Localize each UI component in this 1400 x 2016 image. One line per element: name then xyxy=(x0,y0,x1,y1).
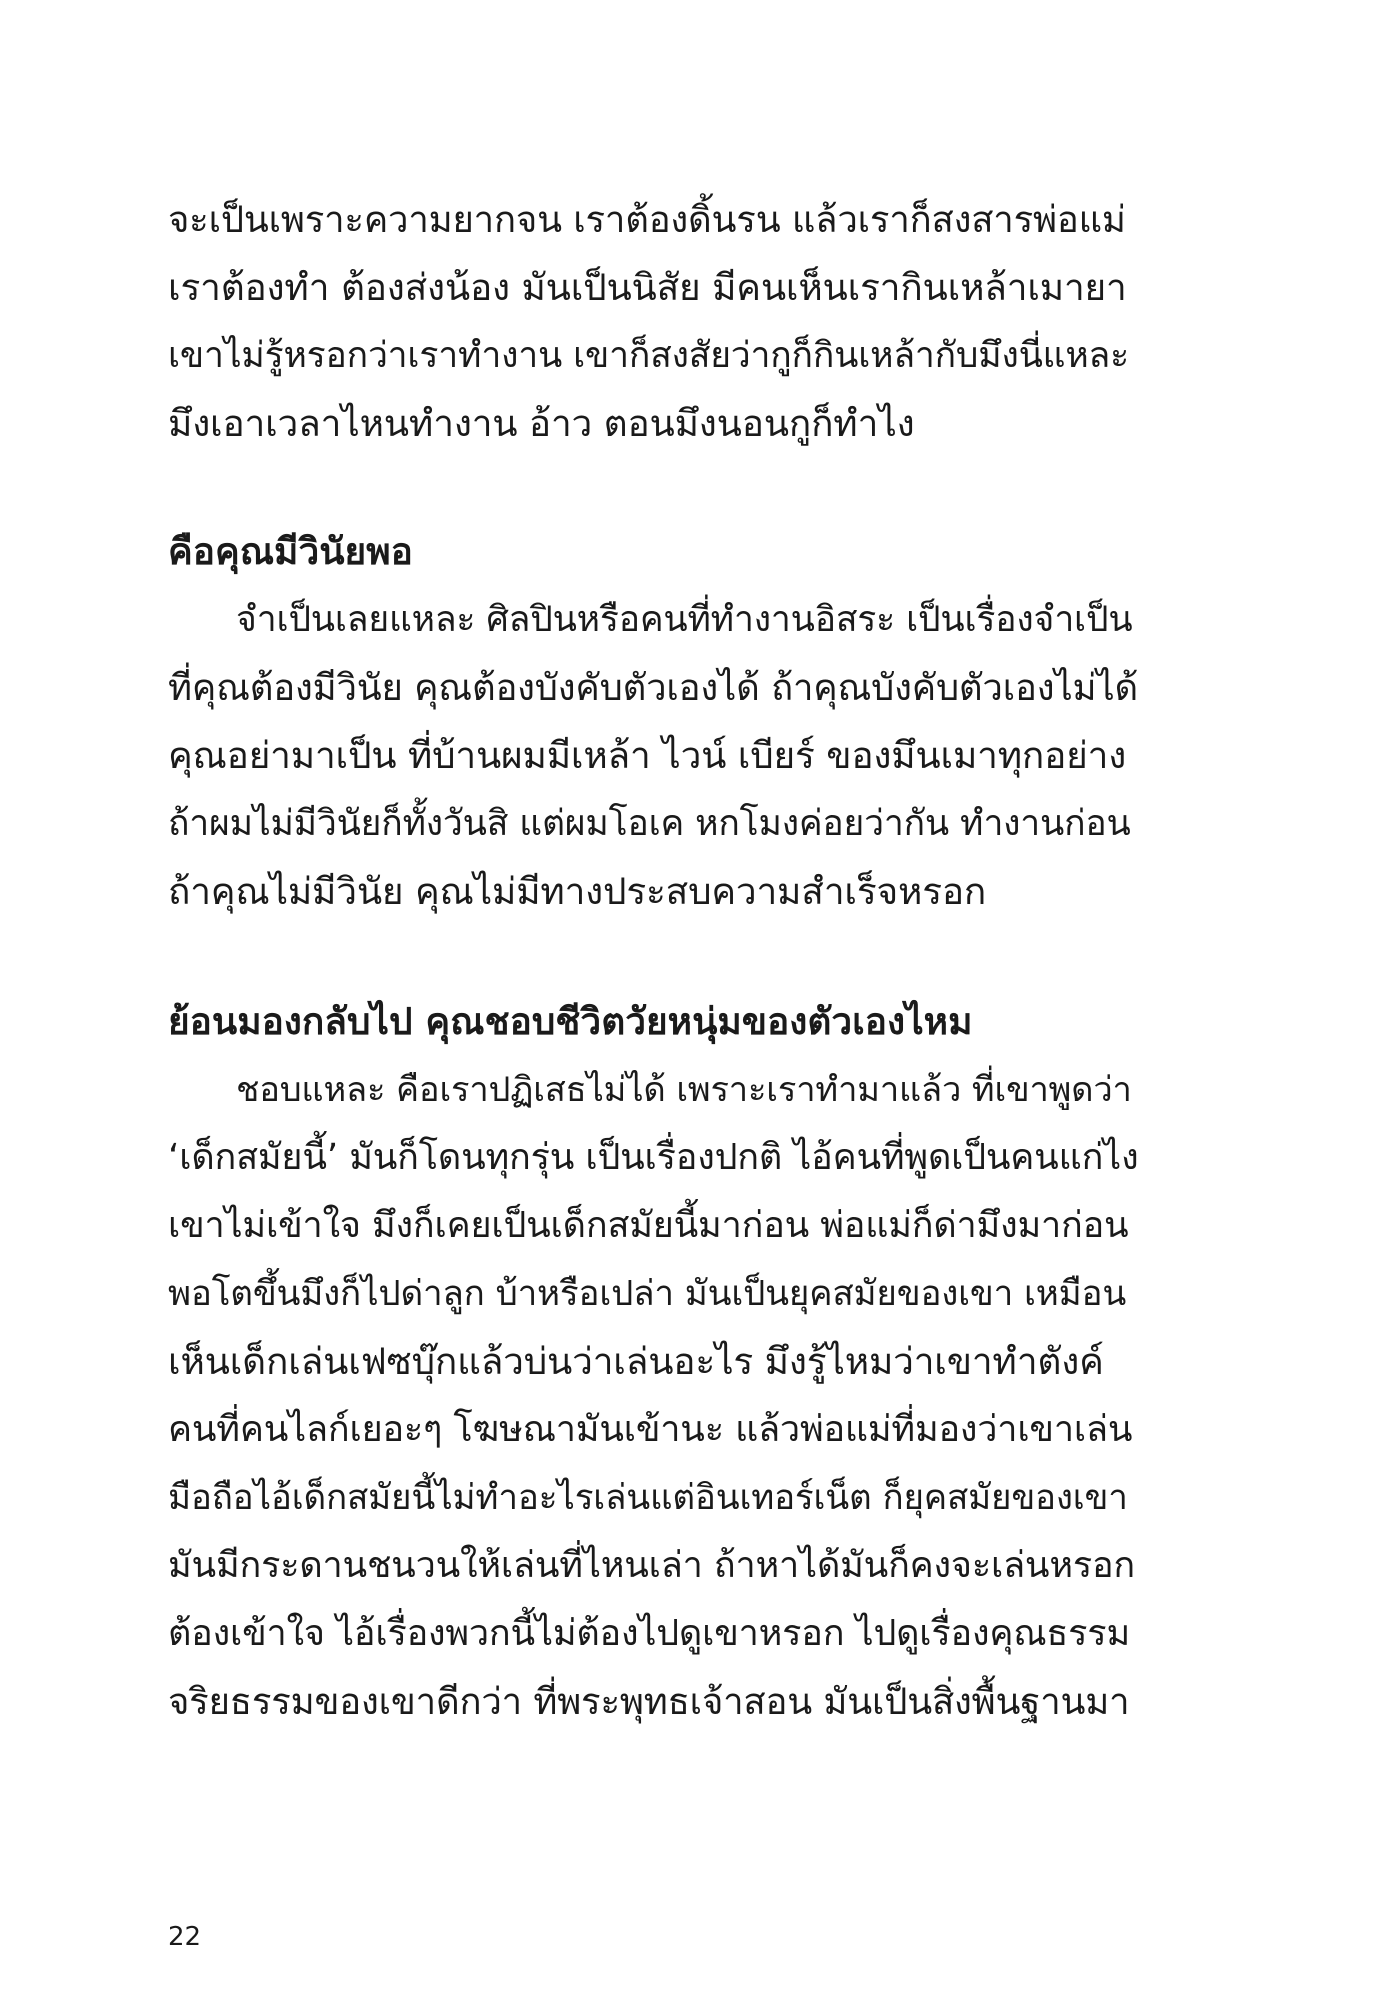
paragraph-line: ชอบแหละ คือเราปฏิเสธไม่ได้ เพราะเราทำมาแล้ว ที่เขาพูดว่า xyxy=(236,1070,1132,1110)
paragraph-line: คุณอย่ามาเป็น ที่บ้านผมมีเหล้า ไวน์ เบียร์ ของมึนเมาทุกอย่าง xyxy=(168,734,1127,777)
paragraph-continued xyxy=(168,186,1138,458)
paragraph-line: ถ้าผมไม่มีวินัยก็ทั้งวันสิ แต่ผมโอเค หกโมงค่อยว่ากัน ทำงานก่อน xyxy=(168,803,1131,844)
paragraph-line: มึงเอาเวลาไหนทำงาน อ้าว ตอนมึงนอนกูก็ทำไง xyxy=(168,402,915,445)
paragraph-line: คนที่คนไลก์เยอะๆ โฆษณามันเข้านะ แล้วพ่อแม่ที่มองว่าเขาเล่น xyxy=(168,1409,1133,1450)
section-heading: คือคุณมีวินัยพอ xyxy=(168,530,413,573)
section-discipline xyxy=(168,518,1138,926)
paragraph-line: เราต้องทำ ต้องส่งน้อง มันเป็นนิสัย มีคนเห็นเรากินเหล้าเมายา xyxy=(168,266,1127,309)
paragraph-line: ที่คุณต้องมีวินัย คุณต้องบังคับตัวเองได้ ถ้าคุณบังคับตัวเองไม่ได้ xyxy=(168,666,1139,709)
paragraph-line: ถ้าคุณไม่มีวินัย คุณไม่มีทางประสบความสำเร็จหรอก xyxy=(168,870,987,913)
page-number: 22 xyxy=(168,1922,202,1952)
paragraph-line: มันมีกระดานชนวนให้เล่นที่ไหนเล่า ถ้าหาได้มันก็คงจะเล่นหรอก xyxy=(168,1545,1136,1586)
paragraph-line: จริยธรรมของเขาดีกว่า ที่พระพุทธเจ้าสอน มันเป็นสิ่งพื้นฐานมา xyxy=(168,1680,1130,1723)
paragraph-line: จะเป็นเพราะความยากจน เราต้องดิ้นรน แล้วเราก็สงสารพ่อแม่ xyxy=(168,198,1126,241)
paragraph-line: เขาไม่เข้าใจ มึงก็เคยเป็นเด็กสมัยนี้มาก่อน พ่อแม่ก็ด่ามึงมาก่อน xyxy=(168,1205,1129,1246)
paragraph-line: ต้องเข้าใจ ไอ้เรื่องพวกนี้ไม่ต้องไปดูเขาหรอก ไปดูเรื่องคุณธรรม xyxy=(168,1613,1130,1654)
paragraph-line: เขาไม่รู้หรอกว่าเราทำงาน เขาก็สงสัยว่ากูก็กินเหล้ากับมึงนี่แหละ xyxy=(168,335,1129,376)
paragraph-line: มือถือไอ้เด็กสมัยนี้ไม่ทำอะไรเล่นแต่อินเทอร์เน็ต ก็ยุคสมัยของเขา xyxy=(168,1478,1128,1518)
paragraph-line: ‘เด็กสมัยนี้’ มันก็โดนทุกรุ่น เป็นเรื่องปกติ ไอ้คนที่พูดเป็นคนแก่ไง xyxy=(168,1137,1139,1178)
section-heading: ย้อนมองกลับไป คุณชอบชีวิตวัยหนุ่มของตัวเองไหม xyxy=(168,1000,973,1043)
paragraph-line: พอโตขึ้นมึงก็ไปด่าลูก บ้าหรือเปล่า มันเป็นยุคสมัยของเขา เหมือน xyxy=(168,1274,1127,1314)
paragraph-line: จำเป็นเลยแหละ ศิลปินหรือคนที่ทำงานอิสระ เป็นเรื่องจำเป็น xyxy=(236,599,1133,640)
section-youth xyxy=(168,988,1138,1736)
paragraph-line: เห็นเด็กเล่นเฟซบุ๊กแล้วบ่นว่าเล่นอะไร มึงรู้ไหมว่าเขาทำตังค์ xyxy=(168,1340,1104,1383)
